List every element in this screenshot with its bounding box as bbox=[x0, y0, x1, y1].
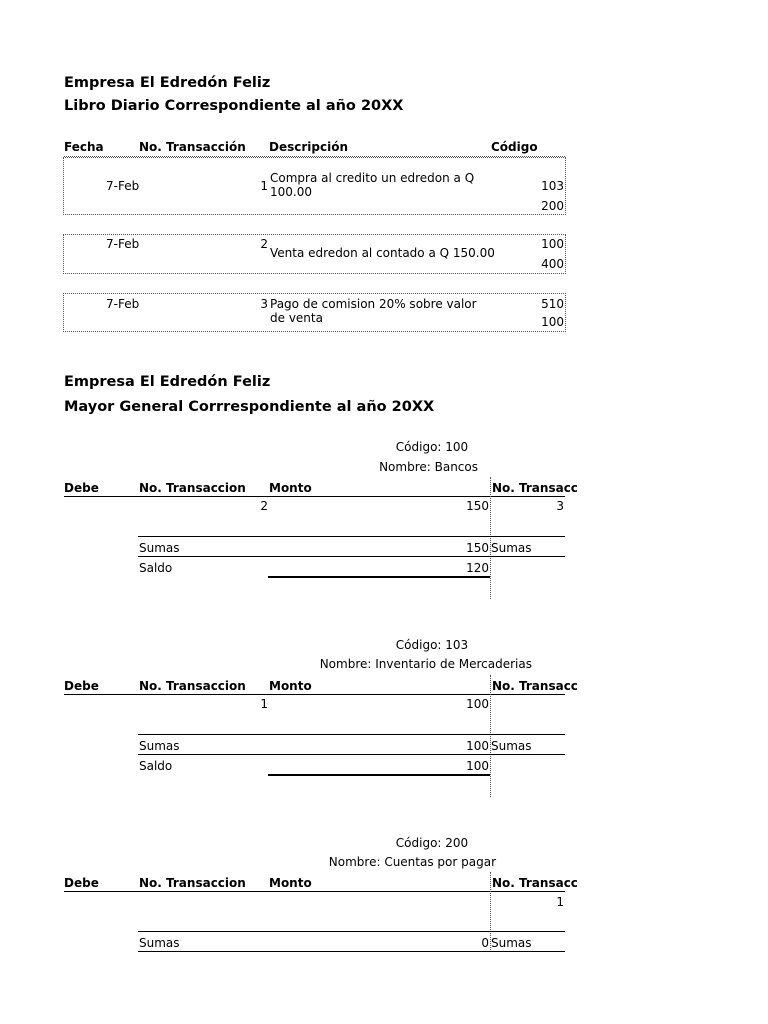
t-account-divider bbox=[490, 477, 491, 599]
header-codigo: Código bbox=[491, 140, 538, 154]
col-no-transacc: No. Transacc bbox=[492, 481, 578, 495]
saldo-label: Saldo bbox=[139, 561, 173, 575]
entry-fecha: 7-Feb bbox=[106, 179, 140, 193]
entry-code: 200 bbox=[541, 199, 564, 213]
saldo-double-line bbox=[268, 774, 490, 776]
account-nombre: Nombre: Bancos bbox=[379, 460, 478, 474]
col-monto: Monto bbox=[269, 679, 312, 693]
col-debe: Debe bbox=[64, 876, 99, 890]
account-codigo: Código: 100 bbox=[395, 440, 469, 454]
entry-description: Compra al credito un edredon a Q 100.00 bbox=[270, 171, 475, 200]
col-no-transaccion: No. Transaccion bbox=[139, 481, 246, 495]
col-no-transacc: No. Transacc bbox=[492, 876, 578, 890]
saldo-double-line bbox=[268, 576, 490, 578]
diario-entry-3 bbox=[63, 293, 566, 332]
entry-description: Venta edredon al contado a Q 150.00 bbox=[270, 246, 495, 260]
sumas-top-line bbox=[138, 931, 565, 932]
col-no-transacc: No. Transacc bbox=[492, 679, 578, 693]
entry-code: 100 bbox=[541, 315, 564, 329]
sumas-label: Sumas bbox=[139, 936, 180, 950]
saldo-amount: 100 bbox=[466, 759, 489, 773]
debe-transaction: 1 bbox=[260, 697, 268, 711]
diario-company: Empresa El Edredón Feliz bbox=[64, 75, 271, 91]
sumas-haber-label: Sumas bbox=[491, 541, 532, 555]
entry-code: 103 bbox=[541, 179, 564, 193]
mayor-company: Empresa El Edredón Feliz bbox=[64, 374, 271, 390]
entry-number: 1 bbox=[260, 179, 268, 193]
sumas-label: Sumas bbox=[139, 739, 180, 753]
sumas-haber-label: Sumas bbox=[491, 739, 532, 753]
col-debe: Debe bbox=[64, 481, 99, 495]
header-no-transaccion: No. Transacción bbox=[139, 140, 246, 154]
sumas-top-line bbox=[138, 536, 565, 537]
col-monto: Monto bbox=[269, 481, 312, 495]
entry-number: 2 bbox=[260, 237, 268, 251]
diario-title: Libro Diario Correspondiente al año 20XX bbox=[64, 98, 404, 114]
account-nombre: Nombre: Inventario de Mercaderias bbox=[319, 657, 532, 671]
entry-description: Pago de comision 20% sobre valor de venta bbox=[270, 297, 477, 326]
header-fecha: Fecha bbox=[64, 140, 104, 154]
mayor-title: Mayor General Corrrespondiente al año 20XX bbox=[64, 399, 435, 415]
debe-amount: 150 bbox=[466, 499, 489, 513]
col-no-transaccion: No. Transaccion bbox=[139, 679, 246, 693]
diario-entry-1 bbox=[63, 157, 566, 215]
header-descripcion: Descripción bbox=[269, 140, 348, 154]
haber-transaction: 1 bbox=[556, 895, 564, 909]
saldo-label: Saldo bbox=[139, 759, 173, 773]
sumas-top-line bbox=[138, 734, 565, 735]
col-debe: Debe bbox=[64, 679, 99, 693]
debe-amount: 100 bbox=[466, 697, 489, 711]
haber-transaction: 3 bbox=[556, 499, 564, 513]
col-monto: Monto bbox=[269, 876, 312, 890]
sumas-amount: 100 bbox=[466, 739, 489, 753]
sumas-amount: 150 bbox=[466, 541, 489, 555]
entry-fecha: 7-Feb bbox=[106, 237, 140, 251]
entry-fecha: 7-Feb bbox=[106, 297, 140, 311]
entry-code: 510 bbox=[541, 297, 564, 311]
entry-number: 3 bbox=[260, 297, 268, 311]
account-codigo: Código: 103 bbox=[395, 638, 469, 652]
entry-code: 100 bbox=[541, 237, 564, 251]
account-nombre: Nombre: Cuentas por pagar bbox=[328, 855, 496, 869]
sumas-bottom-line bbox=[138, 754, 565, 755]
sumas-haber-label: Sumas bbox=[491, 936, 532, 950]
account-codigo: Código: 200 bbox=[395, 836, 469, 850]
entry-code: 400 bbox=[541, 257, 564, 271]
saldo-amount: 120 bbox=[466, 561, 489, 575]
t-account-divider bbox=[490, 675, 491, 797]
col-no-transaccion: No. Transaccion bbox=[139, 876, 246, 890]
debe-transaction: 2 bbox=[260, 499, 268, 513]
sumas-label: Sumas bbox=[139, 541, 180, 555]
sumas-bottom-line bbox=[138, 951, 565, 952]
sumas-bottom-line bbox=[138, 556, 565, 557]
diario-entry-2 bbox=[63, 234, 566, 274]
sumas-amount: 0 bbox=[481, 936, 489, 950]
